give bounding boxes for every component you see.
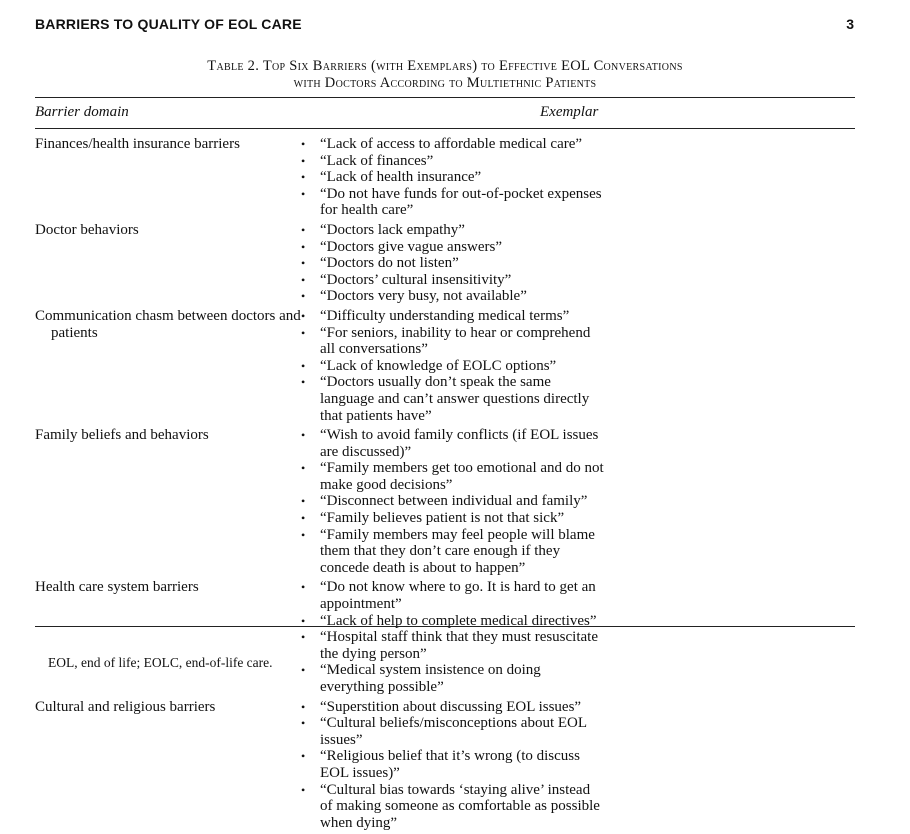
exemplar-text: “Do not have funds for out-of-pocket expenses for health care” (320, 185, 602, 219)
table-row (35, 222, 855, 305)
exemplar-item (301, 629, 604, 662)
exemplar-text: “Lack of access to affordable medical care” (320, 136, 583, 152)
table-body (35, 136, 855, 834)
bullet-icon: • (301, 186, 306, 201)
bullet-icon: • (301, 613, 306, 628)
exemplar-text: “Family members may feel people will blame them that they don’t care enough if they concede death is about to happen” (320, 526, 595, 576)
bullet-icon: • (301, 716, 306, 731)
exemplar-item (301, 748, 604, 781)
exemplar-list (50, 136, 604, 219)
table-row (35, 699, 855, 832)
bullet-icon: • (301, 375, 306, 390)
exemplar-list (50, 427, 604, 576)
bullet-icon: • (301, 325, 306, 340)
exemplar-item (301, 136, 604, 153)
bullet-icon: • (301, 256, 306, 271)
bullet-icon: • (301, 461, 306, 476)
exemplar-text: “Doctors’ cultural insensitivity” (320, 271, 512, 288)
bullet-icon: • (301, 289, 306, 304)
exemplar-item (301, 272, 604, 289)
bullet-icon: • (301, 580, 306, 595)
exemplar-text: “For seniors, inability to hear or comprehend all conversations” (320, 324, 591, 358)
bullet-icon: • (301, 511, 306, 526)
exemplar-list (50, 579, 604, 695)
barrier-domain: Communication chasm between doctors and patients (35, 307, 301, 341)
exemplar-text: “Lack of help to complete medical directives” (320, 612, 597, 629)
barrier-domain: Health care system barriers (35, 579, 199, 596)
exemplar-item (301, 699, 604, 716)
exemplar-list (50, 308, 604, 424)
column-header-domain: Barrier domain (35, 104, 129, 120)
table-footnote: EOL, end of life; EOLC, end-of-life care. (48, 655, 273, 670)
exemplar-text: “Doctors usually don’t speak the same language and can’t answer questions directly that patients have” (320, 374, 590, 424)
exemplar-item (301, 374, 604, 424)
exemplar-item (301, 715, 604, 748)
bullet-icon: • (301, 222, 306, 237)
exemplar-item (301, 308, 604, 325)
page-number: 3 (846, 16, 854, 32)
table-bottom-rule (35, 626, 855, 627)
exemplar-item (301, 527, 604, 577)
bullet-icon: • (301, 782, 306, 797)
exemplar-list (50, 222, 604, 305)
exemplar-text: “Superstition about discussing EOL issues” (320, 698, 582, 715)
exemplar-item (301, 288, 604, 305)
table-header-rule (35, 128, 855, 129)
exemplar-item (301, 239, 604, 256)
exemplar-text: “Wish to avoid family conflicts (if EOL issues are discussed)” (320, 427, 599, 460)
table-row (35, 579, 855, 695)
exemplar-text: “Family members get too emotional and do not make good decisions” (320, 460, 604, 493)
table-row (35, 136, 855, 219)
bullet-icon: • (301, 428, 306, 443)
bullet-icon: • (301, 272, 306, 287)
exemplar-item (301, 169, 604, 186)
running-head: BARRIERS TO QUALITY OF EOL CARE (35, 16, 302, 32)
barrier-domain: Cultural and religious barriers (35, 698, 216, 715)
bullet-icon: • (301, 170, 306, 185)
exemplar-item (301, 325, 604, 358)
bullet-icon: • (301, 358, 306, 373)
bullet-icon: • (301, 137, 306, 151)
exemplar-item (301, 493, 604, 510)
exemplar-text: “Do not know where to go. It is hard to get an appointment” (320, 579, 596, 613)
exemplar-text: “Disconnect between individual and family” (320, 493, 588, 510)
exemplar-text: “Hospital staff think that they must resuscitate the dying person” (320, 629, 598, 662)
bullet-icon: • (301, 494, 306, 509)
barrier-domain: Doctor behaviors (35, 221, 139, 238)
table-caption-line-1: Table 2. Top Six Barriers (with Exemplars) to Effective EOL Conversations (207, 58, 683, 74)
exemplar-text: “Doctors lack empathy” (320, 221, 465, 238)
exemplar-text: “Family believes patient is not that sick” (320, 510, 565, 527)
exemplar-item (301, 662, 604, 695)
table-row (35, 308, 855, 424)
exemplar-text: “Lack of finances” (320, 152, 434, 169)
exemplar-text: “Doctors give vague answers” (320, 238, 503, 255)
bullet-icon: • (301, 630, 306, 645)
table-top-rule (35, 97, 855, 98)
exemplar-item (301, 460, 604, 493)
exemplar-text: “Medical system insistence on doing everything possible” (320, 662, 541, 695)
table-caption (35, 58, 855, 92)
barrier-domain: Finances/health insurance barriers (35, 136, 240, 152)
exemplar-item (301, 358, 604, 375)
exemplar-text: “Cultural beliefs/misconceptions about EOL issues” (320, 715, 587, 748)
exemplar-text: “Lack of knowledge of EOLC options” (320, 357, 557, 374)
bullet-icon: • (301, 699, 306, 714)
bullet-icon: • (301, 663, 306, 678)
exemplar-item (301, 153, 604, 170)
bullet-icon: • (301, 153, 306, 168)
exemplar-list (50, 699, 604, 832)
exemplar-text: “Cultural bias towards ‘staying alive’ instead of making someone as comfortable as possible when dying” (320, 781, 600, 831)
exemplar-item (301, 782, 604, 832)
exemplar-item (301, 579, 604, 612)
exemplar-text: “Doctors very busy, not available” (320, 288, 527, 305)
exemplar-text: “Religious belief that it’s wrong (to discuss EOL issues)” (320, 748, 580, 781)
exemplar-item (301, 427, 604, 460)
exemplar-item (301, 186, 604, 219)
table-caption-line-2: with Doctors According to Multiethnic Patients (293, 75, 597, 91)
bullet-icon: • (301, 749, 306, 764)
column-header-exemplar: Exemplar (540, 104, 599, 120)
exemplar-text: “Difficulty understanding medical terms” (320, 307, 570, 324)
bullet-icon: • (301, 308, 306, 323)
bullet-icon: • (301, 239, 306, 254)
exemplar-text: “Lack of health insurance” (320, 169, 482, 186)
exemplar-item (301, 510, 604, 527)
exemplar-item (301, 222, 604, 239)
table-row (35, 427, 855, 576)
bullet-icon: • (301, 527, 306, 542)
barrier-domain: Family beliefs and behaviors (35, 427, 209, 444)
exemplar-item (301, 255, 604, 272)
exemplar-text: “Doctors do not listen” (320, 255, 459, 272)
